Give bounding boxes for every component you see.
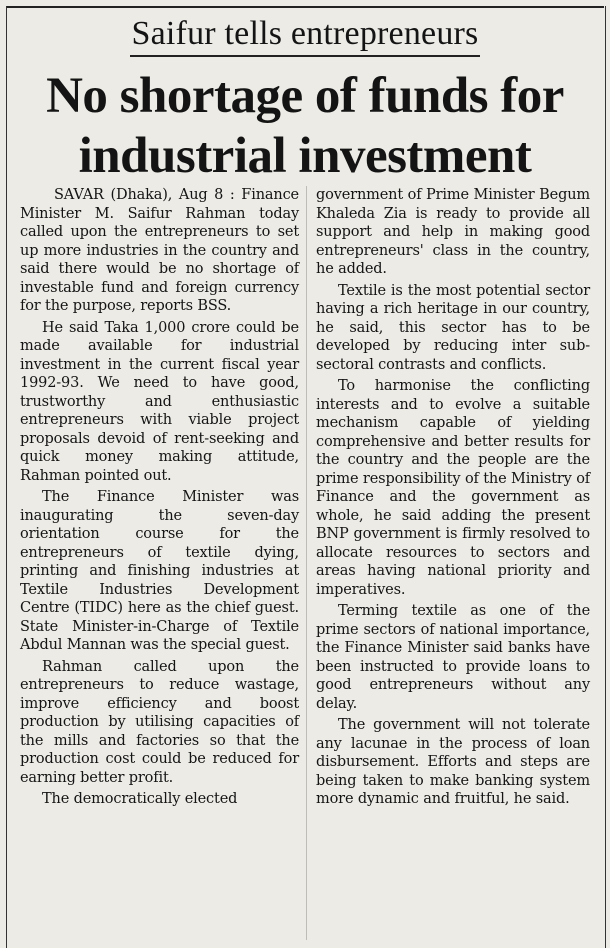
paragraph-3: The Finance Minister was inaugurating the seven-day orientation course for the entrepreneurs of textile dying, printing and finishing industries at Textile Industries Development Centre (TIDC) here as the chief guest. State Minister-in-Charge of Textile Abdul Mannan was the special guest. bbox=[20, 489, 299, 653]
paragraph-6: Textile is the most potential sector having a rich heritage in our country, he said, this sector has to be developed by reducing inter sub-sectoral contrasts and conflicts. bbox=[316, 282, 590, 373]
headline bbox=[0, 66, 610, 186]
kicker-heading bbox=[0, 14, 610, 57]
paragraph-1-text: Finance Minister M. Saifur Rahman today called upon the entrepreneurs to set up more industries in the country and said there would be no shortage of investable fund and foreign currency for the purpose, reports BSS. bbox=[20, 187, 299, 314]
paragraph-4: Rahman called upon the entrepreneurs to reduce wastage, improve efficiency and boost production by utilising capacities of the mills and factories so that the production cost could be reduced for earning better profit. bbox=[20, 658, 299, 786]
paragraph-5: The democratically elected bbox=[42, 791, 238, 807]
paragraph-7: To harmonise the conflicting interests and to evolve a suitable mechanism capable of yielding comprehensive and better results for the country and the people are the prime responsibility of the Ministry of Finance and the government as whole, he said adding the present BNP government is firmly resolved to allocate resources to sectors and areas having national priority and imperatives. bbox=[316, 378, 590, 598]
kicker-text: Saifur tells entrepreneurs bbox=[130, 14, 481, 57]
paragraph-1 bbox=[20, 186, 299, 316]
body-column-right bbox=[316, 186, 590, 812]
paragraph-5-continued: government of Prime Minister Begum Khaleda Zia is ready to provide all support and help in making good entrepreneurs' class in the country, he added. bbox=[316, 187, 590, 277]
top-border-rule bbox=[6, 6, 604, 8]
headline-line-1: No shortage of funds for bbox=[46, 68, 564, 124]
paragraph-8: Terming textile as one of the prime sectors of national importance, the Finance Minister said banks have been instructed to provide loans to good entrepreneurs without any delay. bbox=[316, 603, 590, 712]
paragraph-2: He said Taka 1,000 crore could be made available for industrial investment in the current fiscal year 1992-93. We need to have good, trustworthy and enthusiastic entrepreneurs with viable project proposals devoid of rent-seeking and quick money making attitude, Rahman pointed out. bbox=[20, 319, 299, 484]
body-column-left bbox=[20, 186, 299, 812]
headline-line-2: industrial investment bbox=[78, 128, 532, 184]
dateline: SAVAR (Dhaka), Aug 8 : bbox=[54, 187, 235, 203]
column-gutter bbox=[306, 186, 307, 940]
paragraph-9: The government will not tolerate any lacunae in the process of loan disbursement. Efforts and steps are being taken to make banking system more dynamic and fruitful, he said. bbox=[316, 717, 590, 807]
